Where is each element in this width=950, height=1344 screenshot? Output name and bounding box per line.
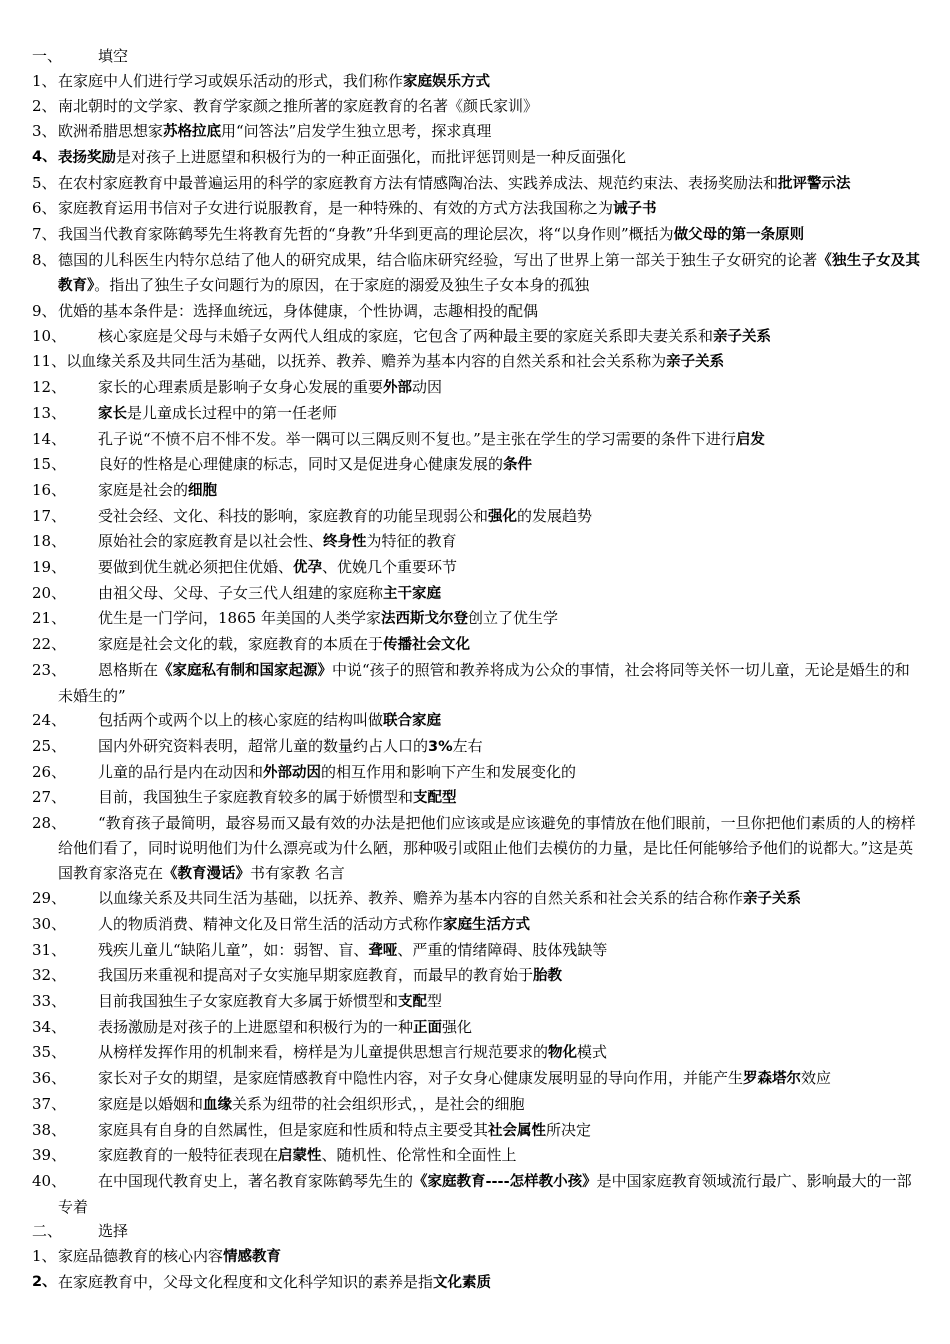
fill-item — [32, 581, 920, 607]
choice-list — [32, 1244, 920, 1295]
item-text — [98, 785, 920, 811]
item-text-pre: 原始社会的家庭教育是以社会性、 — [98, 532, 324, 551]
item-text-post: 中说“孩子的照管和教养将成为公众的事情，社会将同等关怀一切儿童，无论是婚生的和未婚生的” — [58, 660, 910, 705]
item-text-pre: “教育孩子最简明，最容易而又最有效的办法是把他们应该或是应该避免的事情放在他们眼前，一旦你把他们素质的人的榜样给他们看了，同时说明他们为什么漂亮或为什么陋，那种吸引或阻止他们去模仿的力量，是比任何能够给予他们的说都大。”这是英国教育家洛克在 — [58, 814, 916, 882]
fill-item — [32, 299, 920, 324]
item-text — [98, 886, 920, 912]
item-answer: 联合家庭 — [383, 713, 442, 730]
fill-item — [32, 401, 920, 427]
item-answer: 正面 — [413, 1019, 443, 1036]
item-text-post: 型 — [427, 992, 443, 1011]
item-text — [98, 708, 920, 734]
item-text-pre: 在农村家庭教育中最普遍运用的科学的家庭教育方法有情感陶冶法、实践养成法、规范约束法、表扬奖励法和 — [58, 173, 779, 192]
item-text-post: 为特征的教育 — [366, 532, 457, 551]
fill-item — [32, 427, 920, 453]
item-text — [58, 196, 920, 222]
fill-item — [32, 963, 920, 989]
item-number: 24、 — [32, 711, 67, 730]
fill-item — [32, 145, 920, 171]
item-number: 34、 — [32, 1017, 67, 1036]
item-number: 11、 — [32, 352, 67, 371]
item-number: 25、 — [32, 736, 67, 755]
item-text — [58, 814, 916, 881]
item-number: 31、 — [32, 940, 67, 959]
item-text-post: 的发展趋势 — [517, 506, 593, 525]
item-text-pre: 家庭教育的一般特征表现在 — [98, 1146, 279, 1165]
item-answer: 批评警示法 — [778, 175, 851, 192]
fill-item — [32, 734, 920, 760]
item-text — [98, 1092, 920, 1118]
item-answer: 诫子书 — [613, 201, 657, 218]
item-text — [98, 375, 920, 401]
item-text — [98, 555, 920, 581]
item-answer: 《教育漫话》 — [163, 865, 251, 882]
item-answer: 启蒙性 — [278, 1148, 322, 1165]
item-number: 37、 — [32, 1094, 67, 1113]
item-answer: 亲子关系 — [666, 354, 725, 371]
item-number: 35、 — [32, 1043, 67, 1062]
item-text-post: 所决定 — [546, 1120, 592, 1139]
fill-item — [32, 555, 920, 581]
item-number: 9、 — [32, 302, 57, 321]
item-number: 4、 — [32, 148, 57, 165]
fill-item — [32, 1169, 920, 1219]
item-text — [98, 529, 920, 555]
item-answer: 亲子关系 — [743, 891, 802, 908]
item-answer: 家长 — [98, 405, 127, 422]
item-number: 22、 — [32, 635, 67, 654]
item-number: 14、 — [32, 429, 67, 448]
item-text — [58, 1244, 920, 1270]
item-text — [98, 1040, 920, 1066]
item-number: 2、 — [32, 97, 57, 116]
section-number: 一、 — [32, 47, 63, 65]
choice-item — [32, 1244, 920, 1270]
item-text-post: 是儿童成长过程中的第一任老师 — [127, 403, 338, 422]
item-text — [98, 1015, 920, 1041]
item-number: 32、 — [32, 966, 67, 985]
item-text-pre: 优婚的基本条件是：选择血统远，身体健康，个性协调，志趣相投的配偶 — [58, 302, 539, 321]
item-text-pre: 家庭是以婚姻和 — [98, 1094, 204, 1113]
section-heading-fill — [32, 44, 920, 69]
item-text-post: 强化 — [442, 1017, 473, 1036]
fill-item — [32, 529, 920, 555]
item-number: 13、 — [32, 403, 67, 422]
fill-item — [32, 222, 920, 248]
item-answer: 细胞 — [188, 482, 218, 499]
fill-item — [32, 989, 920, 1015]
section-title: 填空 — [98, 47, 129, 65]
item-text-post: 动因 — [412, 378, 443, 397]
item-answer: 法西斯戈尔登 — [380, 611, 468, 628]
item-text-pre: 家庭是社会文化的载，家庭教育的本质在于 — [98, 635, 384, 654]
item-text — [98, 734, 920, 760]
fill-item — [32, 478, 920, 504]
fill-item — [32, 1118, 920, 1144]
fill-item — [32, 1143, 920, 1169]
fill-item — [32, 196, 920, 222]
item-answer: 罗森塔尔 — [743, 1071, 802, 1088]
item-answer: 情感教育 — [223, 1249, 282, 1266]
fill-item — [32, 324, 920, 350]
item-text — [98, 989, 920, 1015]
item-number: 30、 — [32, 914, 67, 933]
item-text — [98, 938, 920, 964]
item-text-post: 的相互作用和影响下产生和发展变化的 — [321, 762, 577, 781]
item-text-post: 关系为纽带的社会组织形式，，是社会的细胞 — [232, 1094, 525, 1113]
item-answer: 条件 — [503, 457, 533, 474]
item-number: 26、 — [32, 762, 67, 781]
item-text — [58, 119, 920, 145]
item-text — [58, 94, 920, 119]
item-answer: 优孕 — [293, 560, 323, 577]
item-number: 27、 — [32, 788, 67, 807]
item-text — [98, 1118, 920, 1144]
item-text — [98, 632, 920, 658]
item-answer: 支配 — [398, 994, 428, 1011]
item-text-post: 左右 — [452, 736, 483, 755]
fill-item — [32, 1066, 920, 1092]
item-text — [58, 145, 920, 171]
item-text-pre: 孔子说“不愤不启不悱不发。举一隅可以三隅反则不复也。”是主张在学生的学习需要的条件下进行 — [98, 429, 736, 448]
item-text-pre: 国内外研究资料表明，超常儿童的数量约占人口的 — [98, 736, 429, 755]
item-text-pre: 在家庭中人们进行学习或娱乐活动的形式，我们称作 — [58, 71, 404, 90]
item-text-pre: 南北朝时的文学家、教育学家颜之推所著的家庭教育的名著《颜氏家训》 — [58, 97, 539, 116]
item-text-pre: 我国历来重视和提高对子女实施早期家庭教育，而最早的教育始于 — [98, 966, 534, 985]
item-number: 29、 — [32, 889, 67, 908]
fill-item — [32, 811, 920, 886]
item-answer: 外部动因 — [263, 764, 322, 781]
item-text — [98, 963, 920, 989]
document-body — [32, 44, 920, 1295]
item-text-pre: 目前，我国独生子家庭教育较多的属于娇惯型和 — [98, 788, 414, 807]
item-text — [98, 760, 920, 786]
item-text-pre: 我国当代教育家陈鹤琴先生将教育先哲的“身教”升华到更高的理论层次，将“以身作则”概括为 — [58, 224, 674, 243]
item-text-pre: 要做到优生就必须把住优婚、 — [98, 558, 294, 577]
item-text — [98, 504, 920, 530]
item-number: 18、 — [32, 532, 67, 551]
item-answer: 表扬奖励 — [58, 149, 116, 166]
item-answer: 做父母的第一条原则 — [673, 226, 805, 243]
item-number: 2、 — [32, 1273, 57, 1290]
item-text-pre: 家庭具有自身的自然属性，但是家庭和性质和特点主要受其 — [98, 1120, 489, 1139]
item-text — [98, 912, 920, 938]
item-answer: 主干家庭 — [383, 585, 442, 602]
fill-item — [32, 658, 920, 708]
fill-item — [32, 760, 920, 786]
item-number: 17、 — [32, 506, 67, 525]
section-title: 选择 — [98, 1222, 129, 1241]
fill-item — [32, 1040, 920, 1066]
item-text-pre: 家长对子女的期望，是家庭情感教育中隐性内容，对子女身心健康发展明显的导向作用，并能产生 — [98, 1069, 744, 1088]
item-text — [58, 1270, 920, 1296]
item-number: 15、 — [32, 455, 67, 474]
item-number: 28、 — [32, 814, 67, 833]
item-text — [58, 1172, 912, 1216]
item-answer: 家庭娱乐方式 — [403, 73, 491, 90]
item-number: 3、 — [32, 122, 57, 141]
item-text — [58, 171, 920, 197]
section-heading-choice — [32, 1219, 920, 1244]
item-number: 36、 — [32, 1069, 67, 1088]
item-text-pre: 优生是一门学问，1865 年美国的人类学家 — [98, 609, 381, 628]
item-text-pre: 欧洲希腊思想家 — [58, 122, 164, 141]
item-text-pre: 在中国现代教育史上，著名教育家陈鹤琴先生的 — [98, 1171, 414, 1190]
item-text-pre: 由祖父母、父母、子女三代人组建的家庭称 — [98, 583, 384, 602]
item-text — [98, 452, 920, 478]
item-number: 19、 — [32, 558, 67, 577]
item-text-pre: 良好的性格是心理健康的标志，同时又是促进身心健康发展的 — [98, 455, 504, 474]
fill-item — [32, 94, 920, 119]
fill-item — [32, 452, 920, 478]
item-answer: 终身性 — [323, 534, 367, 551]
item-number: 40、 — [32, 1171, 67, 1190]
fill-in-list — [32, 69, 920, 1220]
item-number: 8、 — [32, 250, 57, 269]
item-number: 20、 — [32, 583, 67, 602]
item-text-pre: 家庭是社会的 — [98, 480, 189, 499]
item-text — [98, 1143, 920, 1169]
item-answer: 强化 — [488, 508, 518, 525]
item-text-post: 书有家教 名言 — [250, 863, 345, 882]
item-text-post: 、随机性、伦常性和全面性上 — [321, 1146, 517, 1165]
item-text-pre: 残疾儿童儿“缺陷儿童”，如：弱智、盲、 — [98, 940, 369, 959]
item-text-pre: 人的物质消费、精神文化及日常生活的活动方式称作 — [98, 914, 444, 933]
item-answer: 《家庭教育----怎样教小孩》 — [413, 1173, 597, 1190]
item-text-post: 效应 — [801, 1069, 832, 1088]
item-text-pre: 表扬激励是对孩子的上进愿望和积极行为的一种 — [98, 1017, 414, 1036]
fill-item — [32, 349, 920, 375]
fill-item — [32, 886, 920, 912]
item-text-post: 用“问答法”启发学生独立思考，探求真理 — [221, 122, 492, 141]
item-text — [98, 606, 920, 632]
fill-item — [32, 606, 920, 632]
item-answer: 外部 — [383, 380, 413, 397]
fill-item — [32, 912, 920, 938]
item-text-post: 是中国家庭教育领域流行最广、影响最大的一部专着 — [58, 1171, 912, 1216]
item-text-post: 。指出了独生子女问题行为的原因，在于家庭的溺爱及独生子女本身的孤独 — [94, 276, 590, 295]
item-answer: 传播社会文化 — [383, 637, 471, 654]
item-number: 6、 — [32, 199, 57, 218]
fill-item — [32, 708, 920, 734]
fill-item — [32, 1015, 920, 1041]
item-answer: 文化素质 — [433, 1274, 492, 1291]
item-answer: 支配型 — [413, 790, 457, 807]
item-number: 38、 — [32, 1120, 67, 1139]
item-answer: 聋哑 — [368, 942, 398, 959]
item-text — [98, 1066, 920, 1092]
item-text — [66, 349, 920, 375]
item-number: 10、 — [32, 326, 67, 345]
item-answer: 物化 — [548, 1045, 578, 1062]
item-text — [98, 427, 920, 453]
fill-item — [32, 504, 920, 530]
item-number: 1、 — [32, 1247, 57, 1266]
item-text-pre: 目前我国独生子女家庭教育大多属于娇惯型和 — [98, 992, 399, 1011]
item-text-post: 是对孩子上进愿望和积极行为的一种正面强化，而批评惩罚则是一种反面强化 — [116, 147, 627, 166]
item-answer: 3% — [428, 738, 453, 755]
item-text — [58, 661, 910, 705]
item-text-pre: 从榜样发挥作用的机制来看，榜样是为儿童提供思想言行规范要求的 — [98, 1043, 549, 1062]
section-number: 二、 — [32, 1222, 63, 1241]
item-text-pre: 儿童的品行是内在动因和 — [98, 762, 264, 781]
item-answer: 胎教 — [533, 968, 563, 985]
item-text — [98, 324, 920, 350]
item-text-pre: 包括两个或两个以上的核心家庭的结构叫做 — [98, 711, 384, 730]
fill-item — [32, 938, 920, 964]
item-answer: 《家庭私有制和国家起源》 — [158, 662, 333, 679]
fill-item — [32, 375, 920, 401]
item-text — [58, 222, 920, 248]
item-text — [58, 299, 920, 324]
item-text — [98, 401, 920, 427]
item-text-pre: 家长的心理素质是影响子女身心发展的重要 — [98, 378, 384, 397]
item-answer: 苏格拉底 — [163, 124, 222, 141]
item-number: 1、 — [32, 71, 57, 90]
item-answer: 《独生子女及其教育》 — [58, 252, 920, 295]
item-text-pre: 家庭品德教育的核心内容 — [58, 1247, 224, 1266]
item-number: 23、 — [32, 660, 67, 679]
item-answer: 家庭生活方式 — [443, 916, 531, 933]
item-answer: 亲子关系 — [713, 328, 772, 345]
item-number: 33、 — [32, 992, 67, 1011]
fill-item — [32, 785, 920, 811]
item-number: 12、 — [32, 378, 67, 397]
choice-item — [32, 1270, 920, 1296]
item-text — [58, 248, 920, 299]
item-text-pre: 德国的儿科医生内特尔总结了他人的研究成果，结合临床研究经验，写出了世界上第一部关于独生子女研究的论著 — [58, 250, 818, 269]
fill-item — [32, 632, 920, 658]
item-text-post: 创立了优生学 — [467, 609, 558, 628]
item-text-pre: 恩格斯在 — [98, 660, 159, 679]
item-text — [58, 69, 920, 95]
fill-item — [32, 248, 920, 299]
item-answer: 社会属性 — [488, 1122, 547, 1139]
item-text-pre: 以血缘关系及共同生活为基础，以抚养、教养、赡养为基本内容的自然关系和社会关系的结合称作 — [98, 889, 744, 908]
item-text-post: 、优娩几个重要环节 — [322, 558, 458, 577]
item-answer: 血缘 — [203, 1096, 233, 1113]
item-number: 21、 — [32, 609, 67, 628]
item-text-pre: 以血缘关系及共同生活为基础，以抚养、教养、赡养为基本内容的自然关系和社会关系称为 — [66, 352, 667, 371]
item-text — [98, 581, 920, 607]
item-number: 39、 — [32, 1146, 67, 1165]
item-text-pre: 在家庭教育中，父母文化程度和文化科学知识的素养是指 — [58, 1272, 434, 1291]
fill-item — [32, 119, 920, 145]
item-answer: 启发 — [735, 431, 765, 448]
item-text-pre: 家庭教育运用书信对子女进行说服教育，是一种特殊的、有效的方式方法我国称之为 — [58, 199, 614, 218]
fill-item — [32, 69, 920, 95]
fill-item — [32, 171, 920, 197]
item-number: 7、 — [32, 224, 57, 243]
item-number: 16、 — [32, 480, 67, 499]
item-text-pre: 受社会经、文化、科技的影响，家庭教育的功能呈现弱公和 — [98, 506, 489, 525]
item-text-pre: 核心家庭是父母与未婚子女两代人组成的家庭，它包含了两种最主要的家庭关系即夫妻关系和 — [98, 326, 714, 345]
item-number: 5、 — [32, 173, 57, 192]
fill-item — [32, 1092, 920, 1118]
item-text-post: 模式 — [577, 1043, 608, 1062]
item-text — [98, 478, 920, 504]
item-text-post: 、严重的情绪障碍、肢体残缺等 — [397, 940, 608, 959]
